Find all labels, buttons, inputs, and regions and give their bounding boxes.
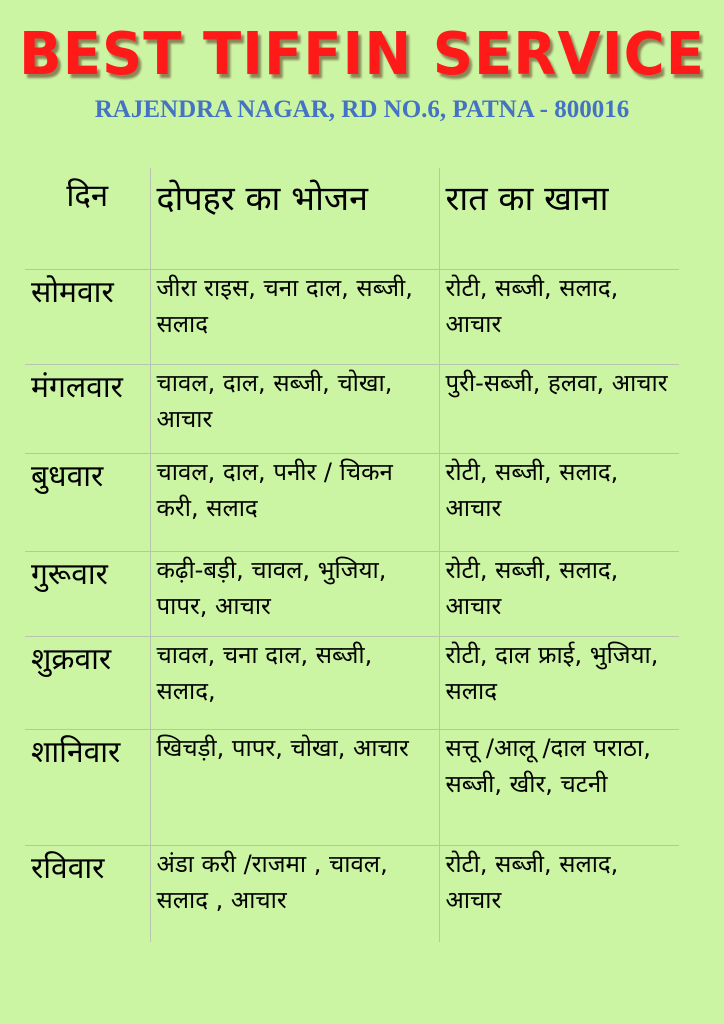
day-cell: शुक्रवार [25,637,150,730]
dinner-cell: रोटी, सब्जी, सलाद, आचार [439,552,679,637]
column-header-lunch: दोपहर का भोजन [150,168,439,270]
dinner-cell: रोटी, सब्जी, सलाद, आचार [439,270,679,365]
table-row [25,552,679,637]
day-cell: गुरूवार [25,552,150,637]
table-row [25,637,679,730]
table-row [25,730,679,846]
dinner-cell: सत्तू /आलू /दाल पराठा, सब्जी, खीर, चटनी [439,730,679,846]
lunch-cell: जीरा राइस, चना दाल, सब्जी, सलाद [150,270,439,365]
lunch-cell: चावल, दाल, सब्जी, चोखा, आचार [150,365,439,454]
menu-table [25,168,679,942]
dinner-cell: रोटी, सब्जी, सलाद, आचार [439,454,679,552]
dinner-cell: रोटी, सब्जी, सलाद, आचार [439,846,679,943]
table-row [25,846,679,943]
day-cell: मंगलवार [25,365,150,454]
table-row [25,365,679,454]
dinner-cell: पुरी-सब्जी, हलवा, आचार [439,365,679,454]
address-line: RAJENDRA NAGAR, RD NO.6, PATNA - 800016 [94,96,630,123]
day-cell: सोमवार [25,270,150,365]
table-row [25,270,679,365]
lunch-cell: कढ़ी-बड़ी, चावल, भुजिया, पापर, आचार [150,552,439,637]
column-header-dinner: रात का खाना [439,168,679,270]
lunch-cell: खिचड़ी, पापर, चोखा, आचार [150,730,439,846]
day-cell: शानिवार [25,730,150,846]
day-cell: बुधवार [25,454,150,552]
lunch-cell: अंडा करी /राजमा , चावल, सलाद , आचार [150,846,439,943]
table-row [25,454,679,552]
day-cell: रविवार [25,846,150,943]
column-header-day: दिन [25,168,150,270]
lunch-cell: चावल, चना दाल, सब्जी, सलाद, [150,637,439,730]
dinner-cell: रोटी, दाल फ्राई, भुजिया, सलाद [439,637,679,730]
table-header-row [25,168,679,270]
lunch-cell: चावल, दाल, पनीर / चिकन करी, सलाद [150,454,439,552]
page-title: BEST TIFFIN SERVICE [19,20,705,89]
